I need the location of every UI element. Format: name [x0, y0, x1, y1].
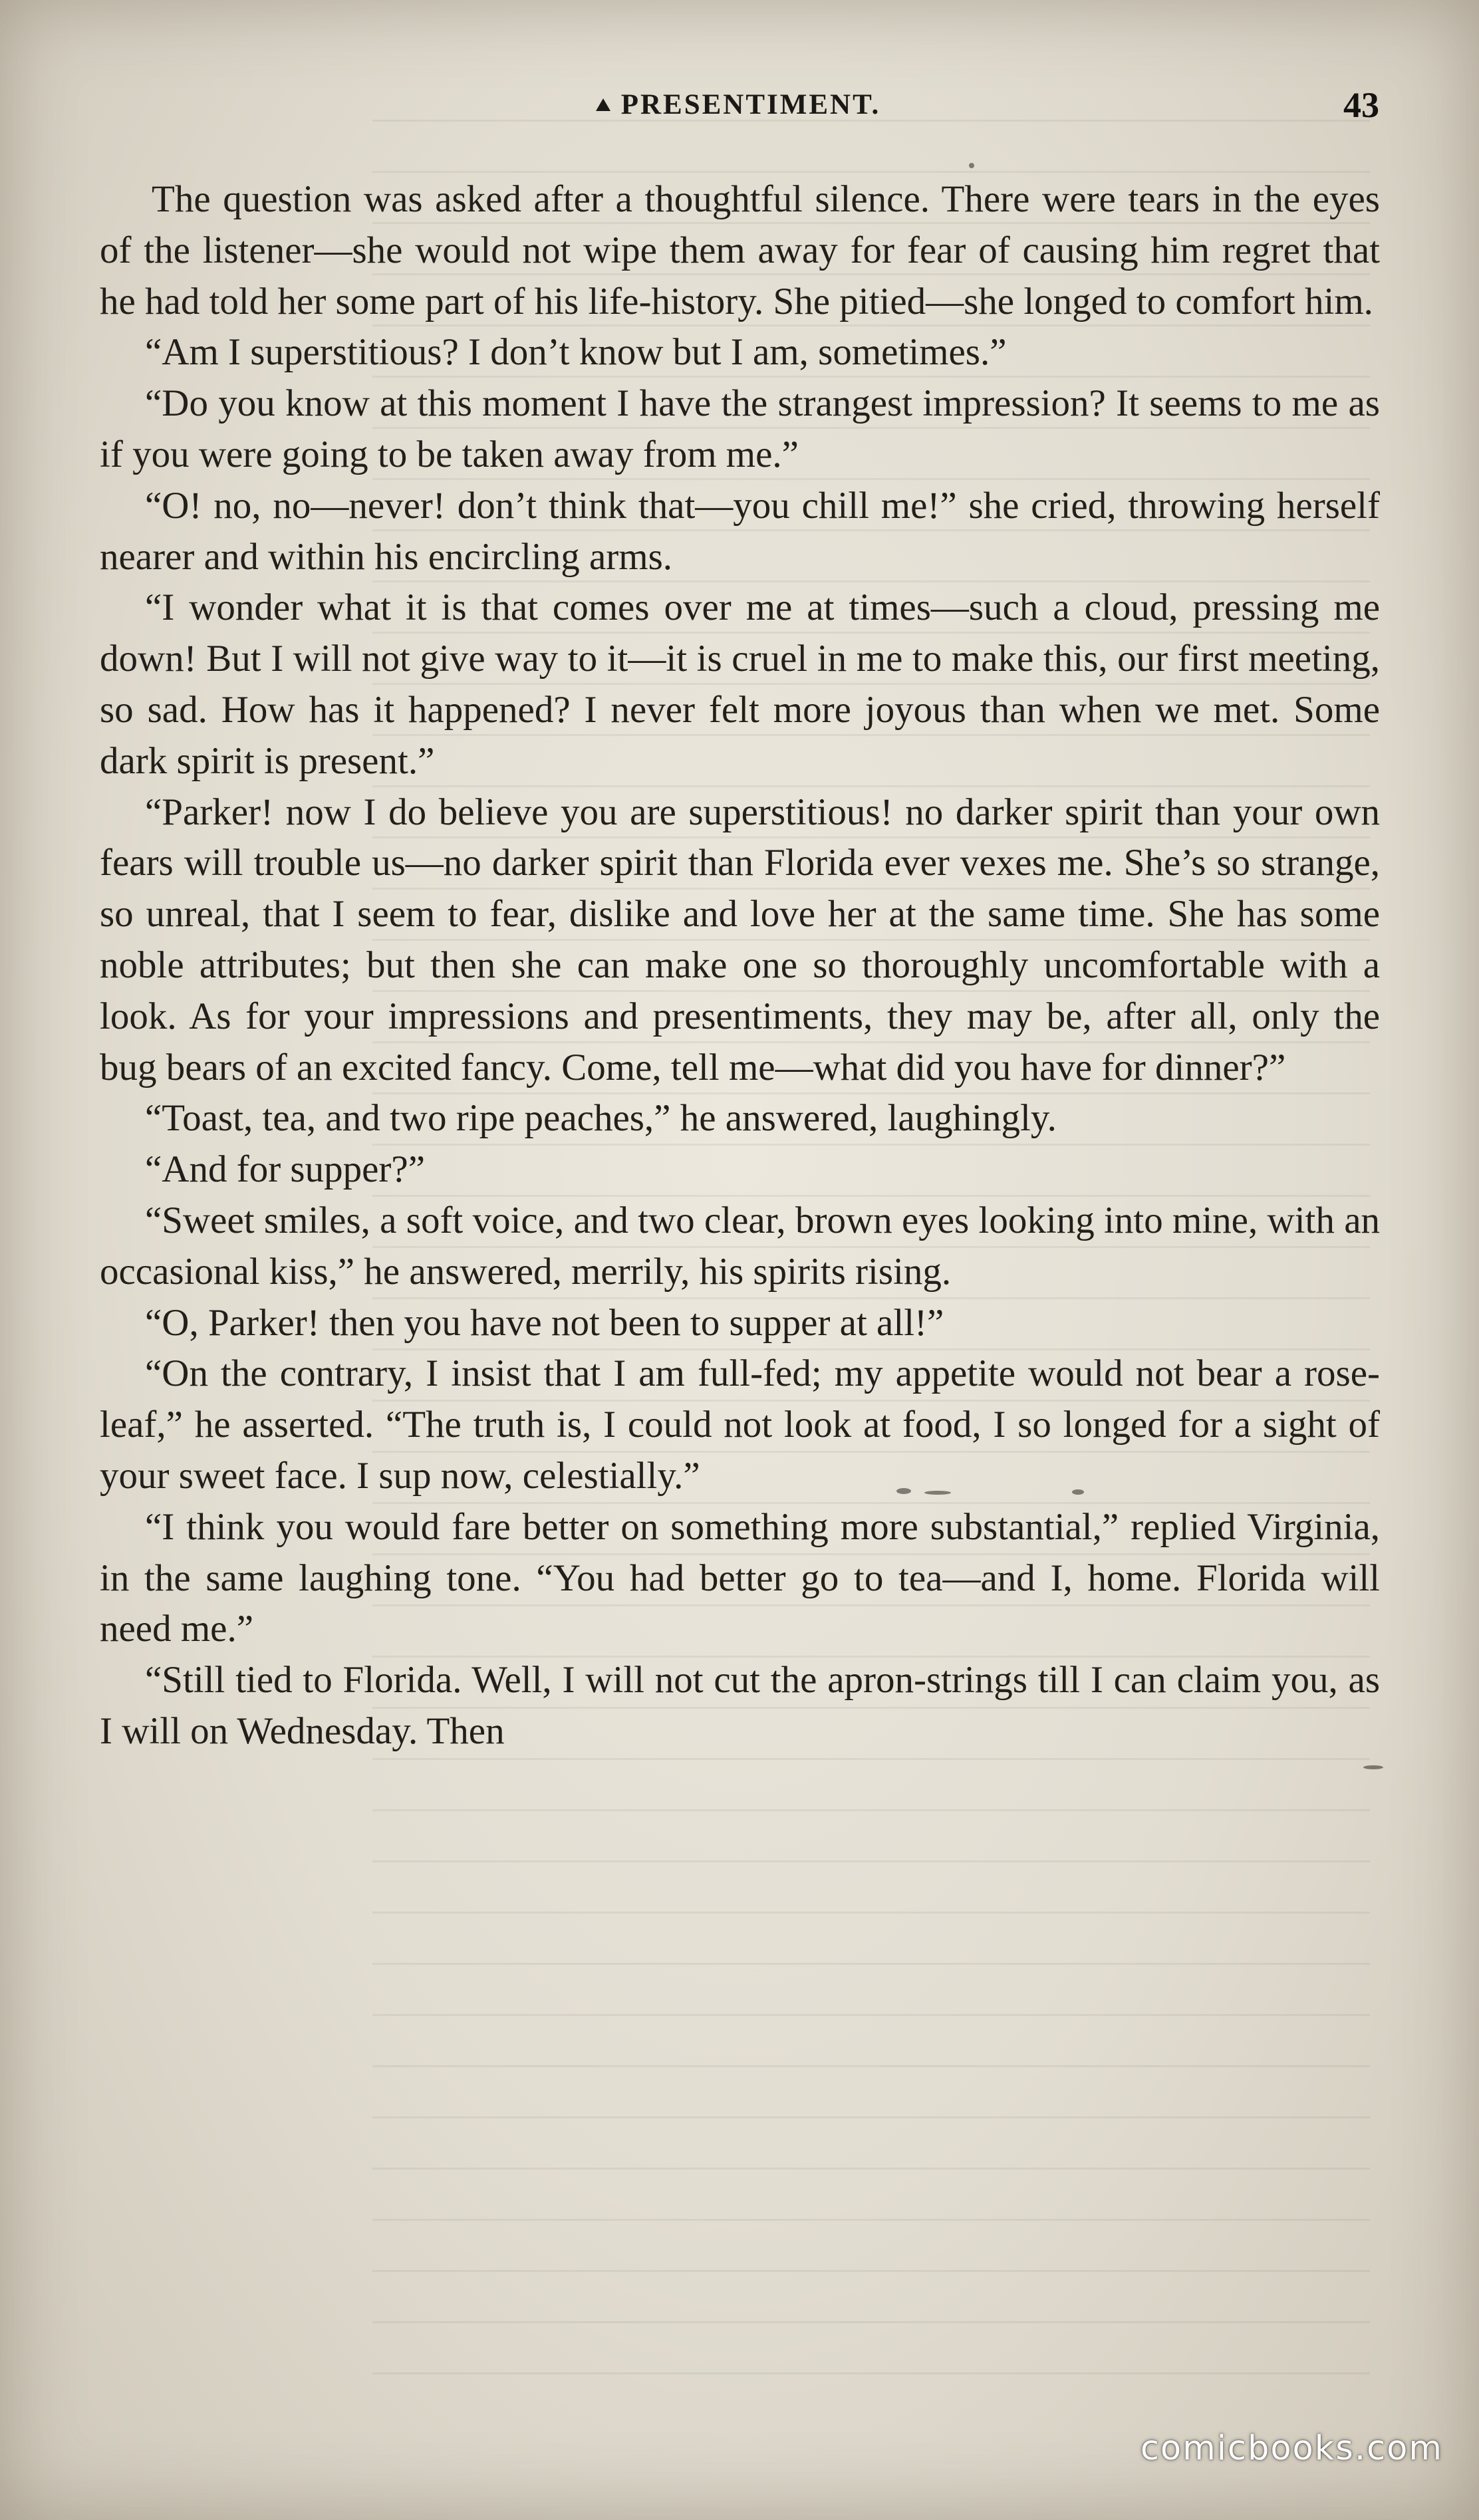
ink-speck — [969, 163, 974, 168]
triangle-ornament-icon — [596, 98, 610, 111]
paragraph-1: The question was asked after a thoughtful silence. There were tears in the eyes of the listener—she would not wipe them away for fear of causing him regret that he had told her some part of his life-history. She pitied—she longed to comfort him. — [100, 178, 1380, 322]
paragraph-5: “I wonder what it is that comes over me at times—such a cloud, pressing me down! But I will not give way to it—it is cruel in me to make this, our first meeting, so sad. How has it happened? I never felt more joyous than when we met. Some dark spirit is present.” — [100, 586, 1380, 782]
page-number: 43 — [1343, 85, 1379, 125]
ink-speck — [924, 1491, 951, 1495]
paragraph-12: “I think you would fare better on something more substantial,” replied Virginia, in the same laughing tone. “You had better go to tea—and I, home. Florida will need me.” — [100, 1505, 1380, 1650]
watermark-logo: comicbooks.com — [1140, 2429, 1443, 2468]
running-title-text: PRESENTIMENT. — [620, 89, 881, 120]
paragraph-9: “Sweet smiles, a soft voice, and two clear, brown eyes looking into mine, with an occasional kiss,” he answered, merrily, his spirits rising. — [100, 1199, 1380, 1293]
paragraph-2: “Am I superstitious? I don’t know but I am, sometimes.” — [145, 331, 1007, 374]
running-title — [532, 78, 944, 132]
ink-speck — [1363, 1765, 1383, 1769]
ink-speck — [896, 1488, 911, 1494]
paragraph-3: “Do you know at this moment I have the strangest impression? It seems to me as if you were going to be taken away from me.” — [100, 382, 1380, 475]
paragraph-10: “O, Parker! then you have not been to supper at all!” — [145, 1301, 944, 1344]
paragraph-11: “On the contrary, I insist that I am full-fed; my appetite would not bear a rose-leaf,” he asserted. “The truth is, I could not look at food, I so longed for a sight of your sweet face. I sup now, celestially.” — [100, 1352, 1380, 1497]
running-head — [0, 78, 1479, 132]
ink-speck — [1072, 1489, 1084, 1495]
paragraph-8: “And for supper?” — [145, 1148, 425, 1191]
body-text — [100, 174, 1380, 1757]
paragraph-7: “Toast, tea, and two ripe peaches,” he answered, laughingly. — [145, 1097, 1057, 1140]
paragraph-4: “O! no, no—never! don’t think that—you chill me!” she cried, throwing herself nearer and within his encircling arms. — [100, 484, 1380, 578]
paragraph-13: “Still tied to Florida. Well, I will not cut the apron-strings till I can claim you, as I will on Wednesday. Then — [100, 1659, 1380, 1752]
paragraph-6: “Parker! now I do believe you are superstitious! no darker spirit than your own fears will trouble us—no darker spirit than Florida ever vexes me. She’s so strange, so unreal, that I seem to fear, dislike and love her at the same time. She has some noble attributes; but then she can make one so thoroughly uncomfortable with a look. As for your impressions and presentiments, they may be, after all, only the bug bears of an excited fancy. Come, tell me—what did you have for dinner?” — [100, 791, 1380, 1088]
